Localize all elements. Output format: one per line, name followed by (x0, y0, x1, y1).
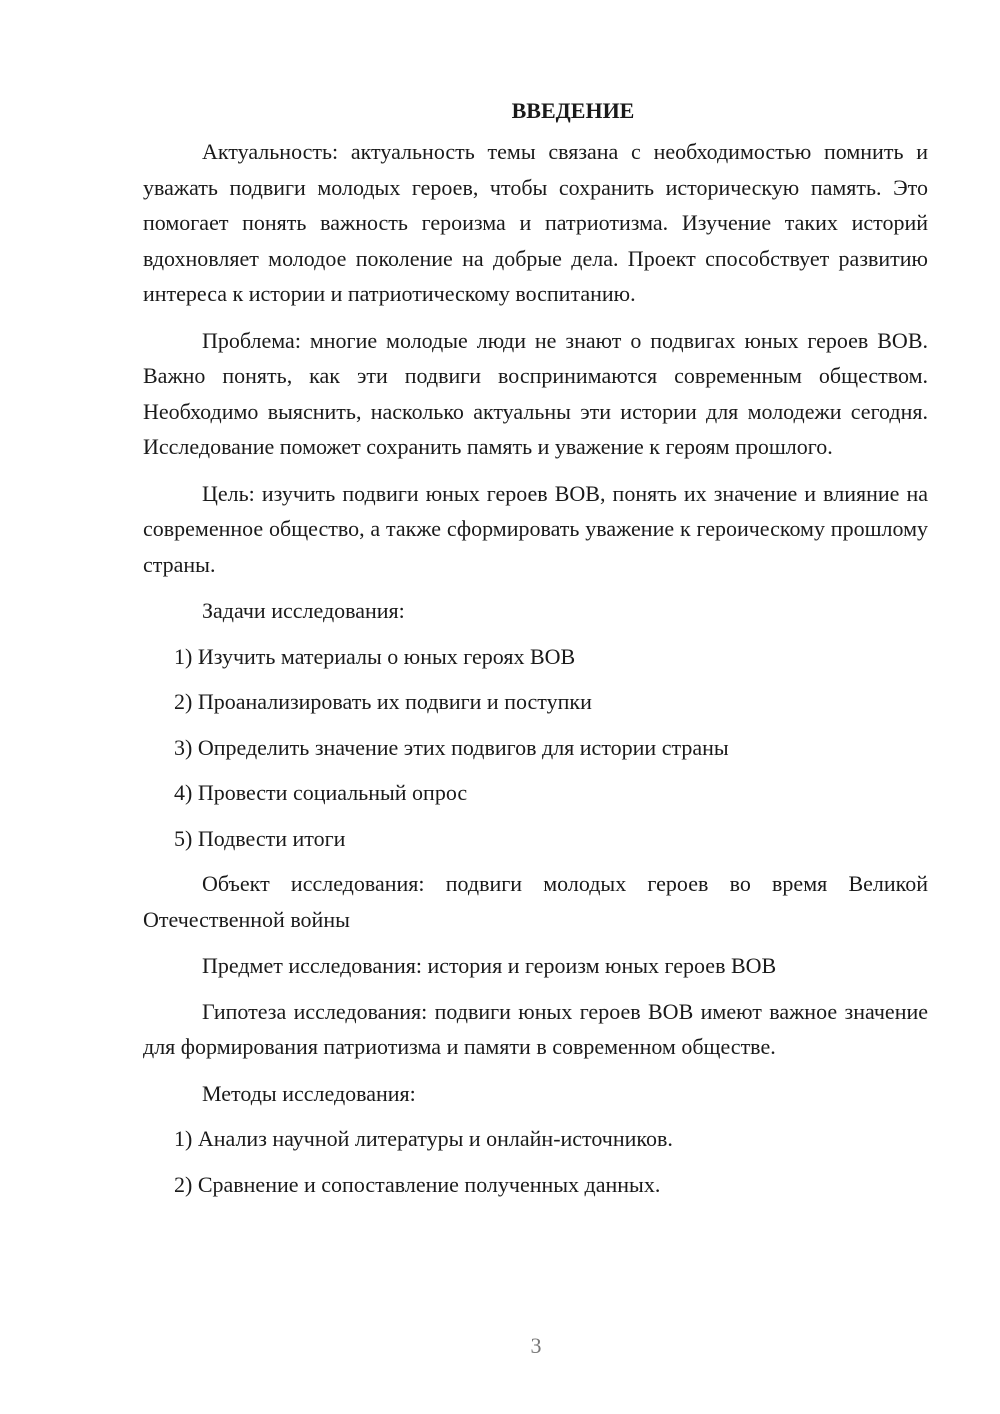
tasks-list (143, 639, 928, 857)
list-item: 1) Анализ научной литературы и онлайн-источников. (174, 1126, 673, 1151)
list-item: 5) Подвести итоги (174, 825, 346, 851)
document-page (143, 92, 928, 1212)
methods-list (143, 1121, 928, 1202)
list-item: 2) Сравнение и сопоставление полученных данных. (174, 1171, 661, 1197)
subject-paragraph: Предмет исследования: история и героизм юных героев ВОВ (202, 953, 777, 978)
object-paragraph: Объект исследования: подвиги молодых героев во время Великой Отечественной войны (143, 871, 928, 932)
methods-heading: Методы исследования: (202, 1080, 416, 1106)
list-item: 4) Провести социальный опрос (174, 780, 468, 805)
page-number: 3 (530, 1333, 542, 1358)
relevance-paragraph: Актуальность: актуальность темы связана с необходимостью помнить и уважать подвиги молодых героев, чтобы сохранить историческую память. Это помогает понять важность героизма и патриотизма. Изучение таких историй вдохновляет молодое поколение на добрые дела. Проект способствует развитию интереса к истории и патриотическому воспитанию. (143, 139, 928, 306)
hypothesis-paragraph: Гипотеза исследования: подвиги юных героев ВОВ имеют важное значение для формирования патриотизма и памяти в современном обществе. (143, 998, 928, 1059)
list-item: 3) Определить значение этих подвигов для истории страны (174, 734, 729, 760)
list-item: 2) Проанализировать их подвиги и поступки (174, 689, 592, 714)
goal-paragraph: Цель: изучить подвиги юных героев ВОВ, понять их значение и влияние на современное общество, а также сформировать уважение к героическому прошлому страны. (143, 480, 928, 577)
section-title: ВВЕДЕНИЕ (511, 98, 635, 123)
tasks-heading: Задачи исследования: (202, 598, 405, 623)
list-item: 1) Изучить материалы о юных героях ВОВ (174, 643, 576, 669)
problem-paragraph: Проблема: многие молодые люди не знают о подвигах юных героев ВОВ. Важно понять, как эти подвиги воспринимаются современным обществом. Необходимо выяснить, насколько актуальны эти истории для молодежи сегодня. Исследование поможет сохранить память и уважение к героям прошлого. (143, 327, 928, 459)
